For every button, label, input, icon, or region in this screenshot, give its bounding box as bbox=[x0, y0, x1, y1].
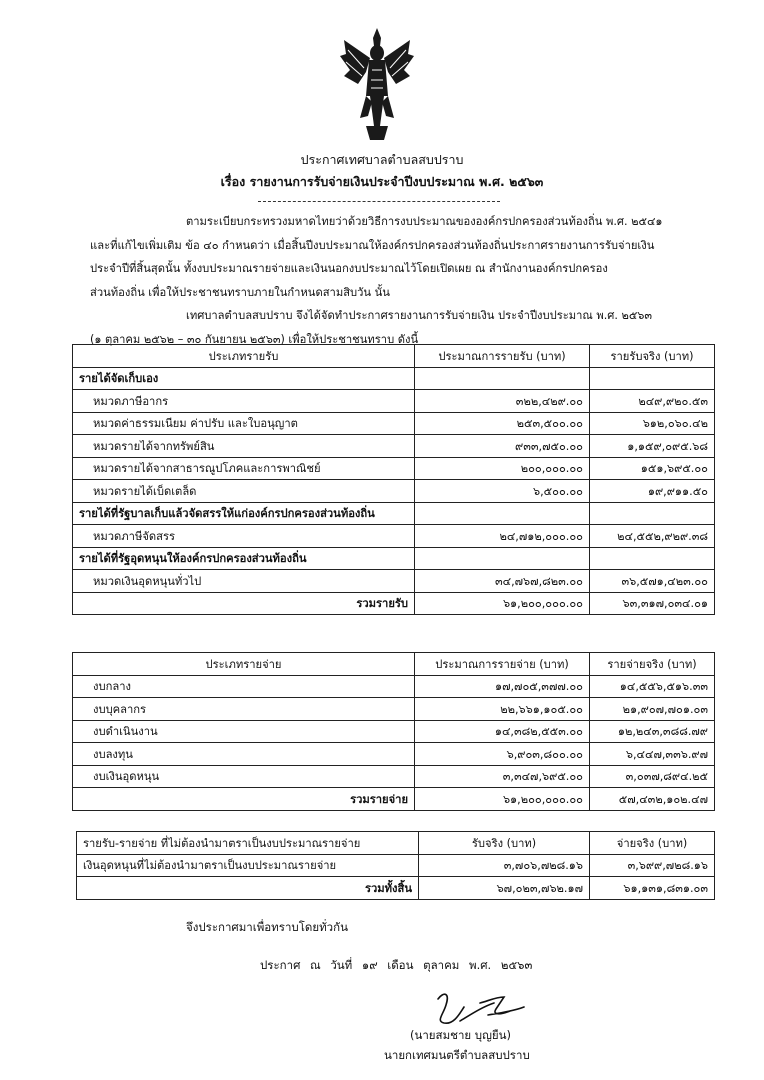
column-header: รายรับ-รายจ่าย ที่ไม่ต้องนำมาตราเป็นงบประมาณรายจ่าย bbox=[77, 832, 419, 855]
actual-cell: ๖๑๒,๐๖๐.๔๒ bbox=[590, 412, 715, 435]
row-label: หมวดรายได้จากทรัพย์สิน bbox=[73, 435, 415, 458]
closing-statement: จึงประกาศมาเพื่อทราบโดยทั่วกัน bbox=[186, 920, 348, 934]
actual-cell: ๓๖,๕๗๑,๔๒๓.๐๐ bbox=[590, 570, 715, 593]
row-label: หมวดเงินอุดหนุนทั่วไป bbox=[73, 570, 415, 593]
column-header: รายจ่ายจริง (บาท) bbox=[590, 653, 715, 676]
table-row bbox=[77, 854, 715, 877]
estimate-cell: ๒๕๓,๕๐๐.๐๐ bbox=[415, 412, 590, 435]
intro-paragraph bbox=[90, 210, 730, 351]
intro-line: และที่แก้ไขเพิ่มเติม ข้อ ๔๐ กำหนดว่า เมื่อสิ้นปีงบประมาณให้องค์กรปกครองส่วนท้องถิ่นประกาศรายงานการรับจ่ายเงิน bbox=[90, 238, 655, 252]
row-label: งบบุคลากร bbox=[73, 698, 415, 721]
row-label: หมวดรายได้จากสาธารณูปโภคและการพาณิชย์ bbox=[73, 457, 415, 480]
column-header: ประมาณการรายจ่าย (บาท) bbox=[415, 653, 590, 676]
actual-cell: ๑,๑๕๙,๐๙๕.๖๘ bbox=[590, 435, 715, 458]
table-row bbox=[73, 570, 715, 593]
actual-cell: ๒๔๙,๙๒๐.๕๓ bbox=[590, 390, 715, 413]
garuda-emblem bbox=[336, 26, 418, 144]
table-row bbox=[73, 390, 715, 413]
estimate-cell: ๒๒,๖๖๑,๑๐๕.๐๐ bbox=[415, 698, 590, 721]
total-estimate: ๖๑,๒๐๐,๐๐๐.๐๐ bbox=[415, 788, 590, 811]
actual-cell: ๑๒,๒๔๓,๓๘๘.๗๙ bbox=[590, 720, 715, 743]
actual-cell: ๑๙,๙๑๑.๕๐ bbox=[590, 480, 715, 503]
group-label: รายได้จัดเก็บเอง bbox=[73, 367, 415, 390]
total-row bbox=[73, 592, 715, 615]
intro-line: ส่วนท้องถิ่น เพื่อให้ประชาชนทราบภายในกำหนดสามสิบวัน นั้น bbox=[90, 285, 390, 299]
signer-name: (นายสมชาย บุญยืน) bbox=[410, 1028, 511, 1042]
title-divider bbox=[258, 201, 500, 202]
intro-line: ตามระเบียบกระทรวงมหาดไทยว่าด้วยวิธีการงบประมาณขององค์กรปกครองส่วนท้องถิ่น พ.ศ. ๒๕๔๑ bbox=[186, 215, 663, 228]
group-row bbox=[73, 547, 715, 570]
table-row bbox=[73, 525, 715, 548]
row-label: งบลงทุน bbox=[73, 743, 415, 766]
group-row bbox=[73, 502, 715, 525]
estimate-cell: ๙๓๓,๗๕๐.๐๐ bbox=[415, 435, 590, 458]
actual-cell: ๑๕๑,๖๙๕.๐๐ bbox=[590, 457, 715, 480]
row-label: หมวดค่าธรรมเนียม ค่าปรับ และใบอนุญาต bbox=[73, 412, 415, 435]
table-row bbox=[73, 720, 715, 743]
received-cell: ๓,๗๐๖,๗๒๘.๑๖ bbox=[419, 854, 590, 877]
group-row bbox=[73, 367, 715, 390]
intro-line: ประจำปีที่สิ้นสุดนั้น ทั้งงบประมาณรายจ่ายและเงินนอกงบประมาณไว้โดยเปิดเผย ณ สำนักงานองค์กรปกครอง bbox=[90, 262, 608, 275]
estimate-cell: ๒๐๐,๐๐๐.๐๐ bbox=[415, 457, 590, 480]
table-header-row bbox=[73, 345, 715, 368]
total-row bbox=[77, 877, 715, 900]
estimate-cell: ๑๔,๓๘๒,๕๕๓.๐๐ bbox=[415, 720, 590, 743]
estimate-cell: ๓๒๒,๔๒๙.๐๐ bbox=[415, 390, 590, 413]
announcement-subject: เรื่อง รายงานการรับจ่ายเงินประจำปีงบประมาณ พ.ศ. ๒๕๖๓ bbox=[220, 174, 544, 189]
table-row bbox=[73, 480, 715, 503]
estimate-cell: ๓,๓๔๗,๖๙๕.๐๐ bbox=[415, 765, 590, 788]
signature-image bbox=[430, 985, 526, 1031]
row-label: หมวดภาษีจัดสรร bbox=[73, 525, 415, 548]
column-header: จ่ายจริง (บาท) bbox=[590, 832, 715, 855]
estimate-cell: ๖,๙๐๓,๘๐๐.๐๐ bbox=[415, 743, 590, 766]
total-actual: ๕๗,๔๓๒,๑๐๒.๔๗ bbox=[590, 788, 715, 811]
table-row bbox=[73, 675, 715, 698]
signer-title: นายกเทศมนตรีตำบลสบปราบ bbox=[384, 1048, 530, 1062]
expense-table bbox=[72, 652, 715, 811]
total-label: รวมรายจ่าย bbox=[73, 788, 415, 811]
estimate-cell: ๒๔,๗๑๒,๐๐๐.๐๐ bbox=[415, 525, 590, 548]
total-label: รวมทั้งสิ้น bbox=[77, 877, 419, 900]
announcement-date: ประกาศ ณ วันที่ ๑๙ เดือน ตุลาคม พ.ศ. ๒๕๖๓ bbox=[260, 958, 533, 972]
actual-cell: ๖,๔๔๗,๓๓๖.๙๗ bbox=[590, 743, 715, 766]
row-label: หมวดรายได้เบ็ดเตล็ด bbox=[73, 480, 415, 503]
table-row bbox=[73, 743, 715, 766]
group-label: รายได้ที่รัฐบาลเก็บแล้วจัดสรรให้แก่องค์กรปกครองส่วนท้องถิ่น bbox=[73, 502, 415, 525]
estimate-cell: ๓๔,๗๖๗,๘๒๓.๐๐ bbox=[415, 570, 590, 593]
estimate-cell: ๑๗,๗๐๕,๓๗๗.๐๐ bbox=[415, 675, 590, 698]
intro-line: เทศบาลตำบลสบปราบ จึงได้จัดทำประกาศรายงานการรับจ่ายเงิน ประจำปีงบประมาณ พ.ศ. ๒๕๖๓ bbox=[186, 309, 653, 322]
row-label: งบกลาง bbox=[73, 675, 415, 698]
column-header: รายรับจริง (บาท) bbox=[590, 345, 715, 368]
total-row bbox=[73, 788, 715, 811]
paid-cell: ๓,๖๙๙,๗๒๘.๑๖ bbox=[590, 854, 715, 877]
column-header: ประมาณการรายรับ (บาท) bbox=[415, 345, 590, 368]
row-label: งบเงินอุดหนุน bbox=[73, 765, 415, 788]
table-row bbox=[73, 412, 715, 435]
actual-cell: ๓,๐๓๗,๘๙๔.๒๕ bbox=[590, 765, 715, 788]
actual-cell: ๒๑,๙๐๗,๗๐๑.๐๓ bbox=[590, 698, 715, 721]
nonbudget-table bbox=[76, 831, 715, 900]
row-label: งบดำเนินงาน bbox=[73, 720, 415, 743]
total-estimate: ๖๑,๒๐๐,๐๐๐.๐๐ bbox=[415, 592, 590, 615]
group-label: รายได้ที่รัฐอุดหนุนให้องค์กรปกครองส่วนท้องถิ่น bbox=[73, 547, 415, 570]
total-received: ๖๗,๐๒๓,๗๖๒.๑๗ bbox=[419, 877, 590, 900]
revenue-table bbox=[72, 344, 715, 615]
actual-cell: ๒๔,๕๕๒,๙๒๙.๓๘ bbox=[590, 525, 715, 548]
table-header-row bbox=[73, 653, 715, 676]
column-header: ประเภทรายรับ bbox=[73, 345, 415, 368]
row-label: หมวดภาษีอากร bbox=[73, 390, 415, 413]
table-row bbox=[73, 698, 715, 721]
column-header: ประเภทรายจ่าย bbox=[73, 653, 415, 676]
row-label: เงินอุดหนุนที่ไม่ต้องนำมาตราเป็นงบประมาณรายจ่าย bbox=[77, 854, 419, 877]
total-label: รวมรายรับ bbox=[73, 592, 415, 615]
table-row bbox=[73, 457, 715, 480]
estimate-cell: ๖,๕๐๐.๐๐ bbox=[415, 480, 590, 503]
column-header: รับจริง (บาท) bbox=[419, 832, 590, 855]
table-row bbox=[73, 435, 715, 458]
actual-cell: ๑๔,๕๕๖,๕๑๖.๓๓ bbox=[590, 675, 715, 698]
table-header-row bbox=[77, 832, 715, 855]
table-row bbox=[73, 765, 715, 788]
intro-line: (๑ ตุลาคม ๒๕๖๒ – ๓๐ กันยายน ๒๕๖๓) เพื่อให้ประชาชนทราบ ดังนี้ bbox=[90, 332, 419, 346]
total-actual: ๖๓,๓๑๗,๐๓๔.๐๑ bbox=[590, 592, 715, 615]
total-paid: ๖๑,๑๓๑,๘๓๑.๐๓ bbox=[590, 877, 715, 900]
announcement-issuer: ประกาศเทศบาลตำบลสบปราบ bbox=[300, 152, 464, 167]
